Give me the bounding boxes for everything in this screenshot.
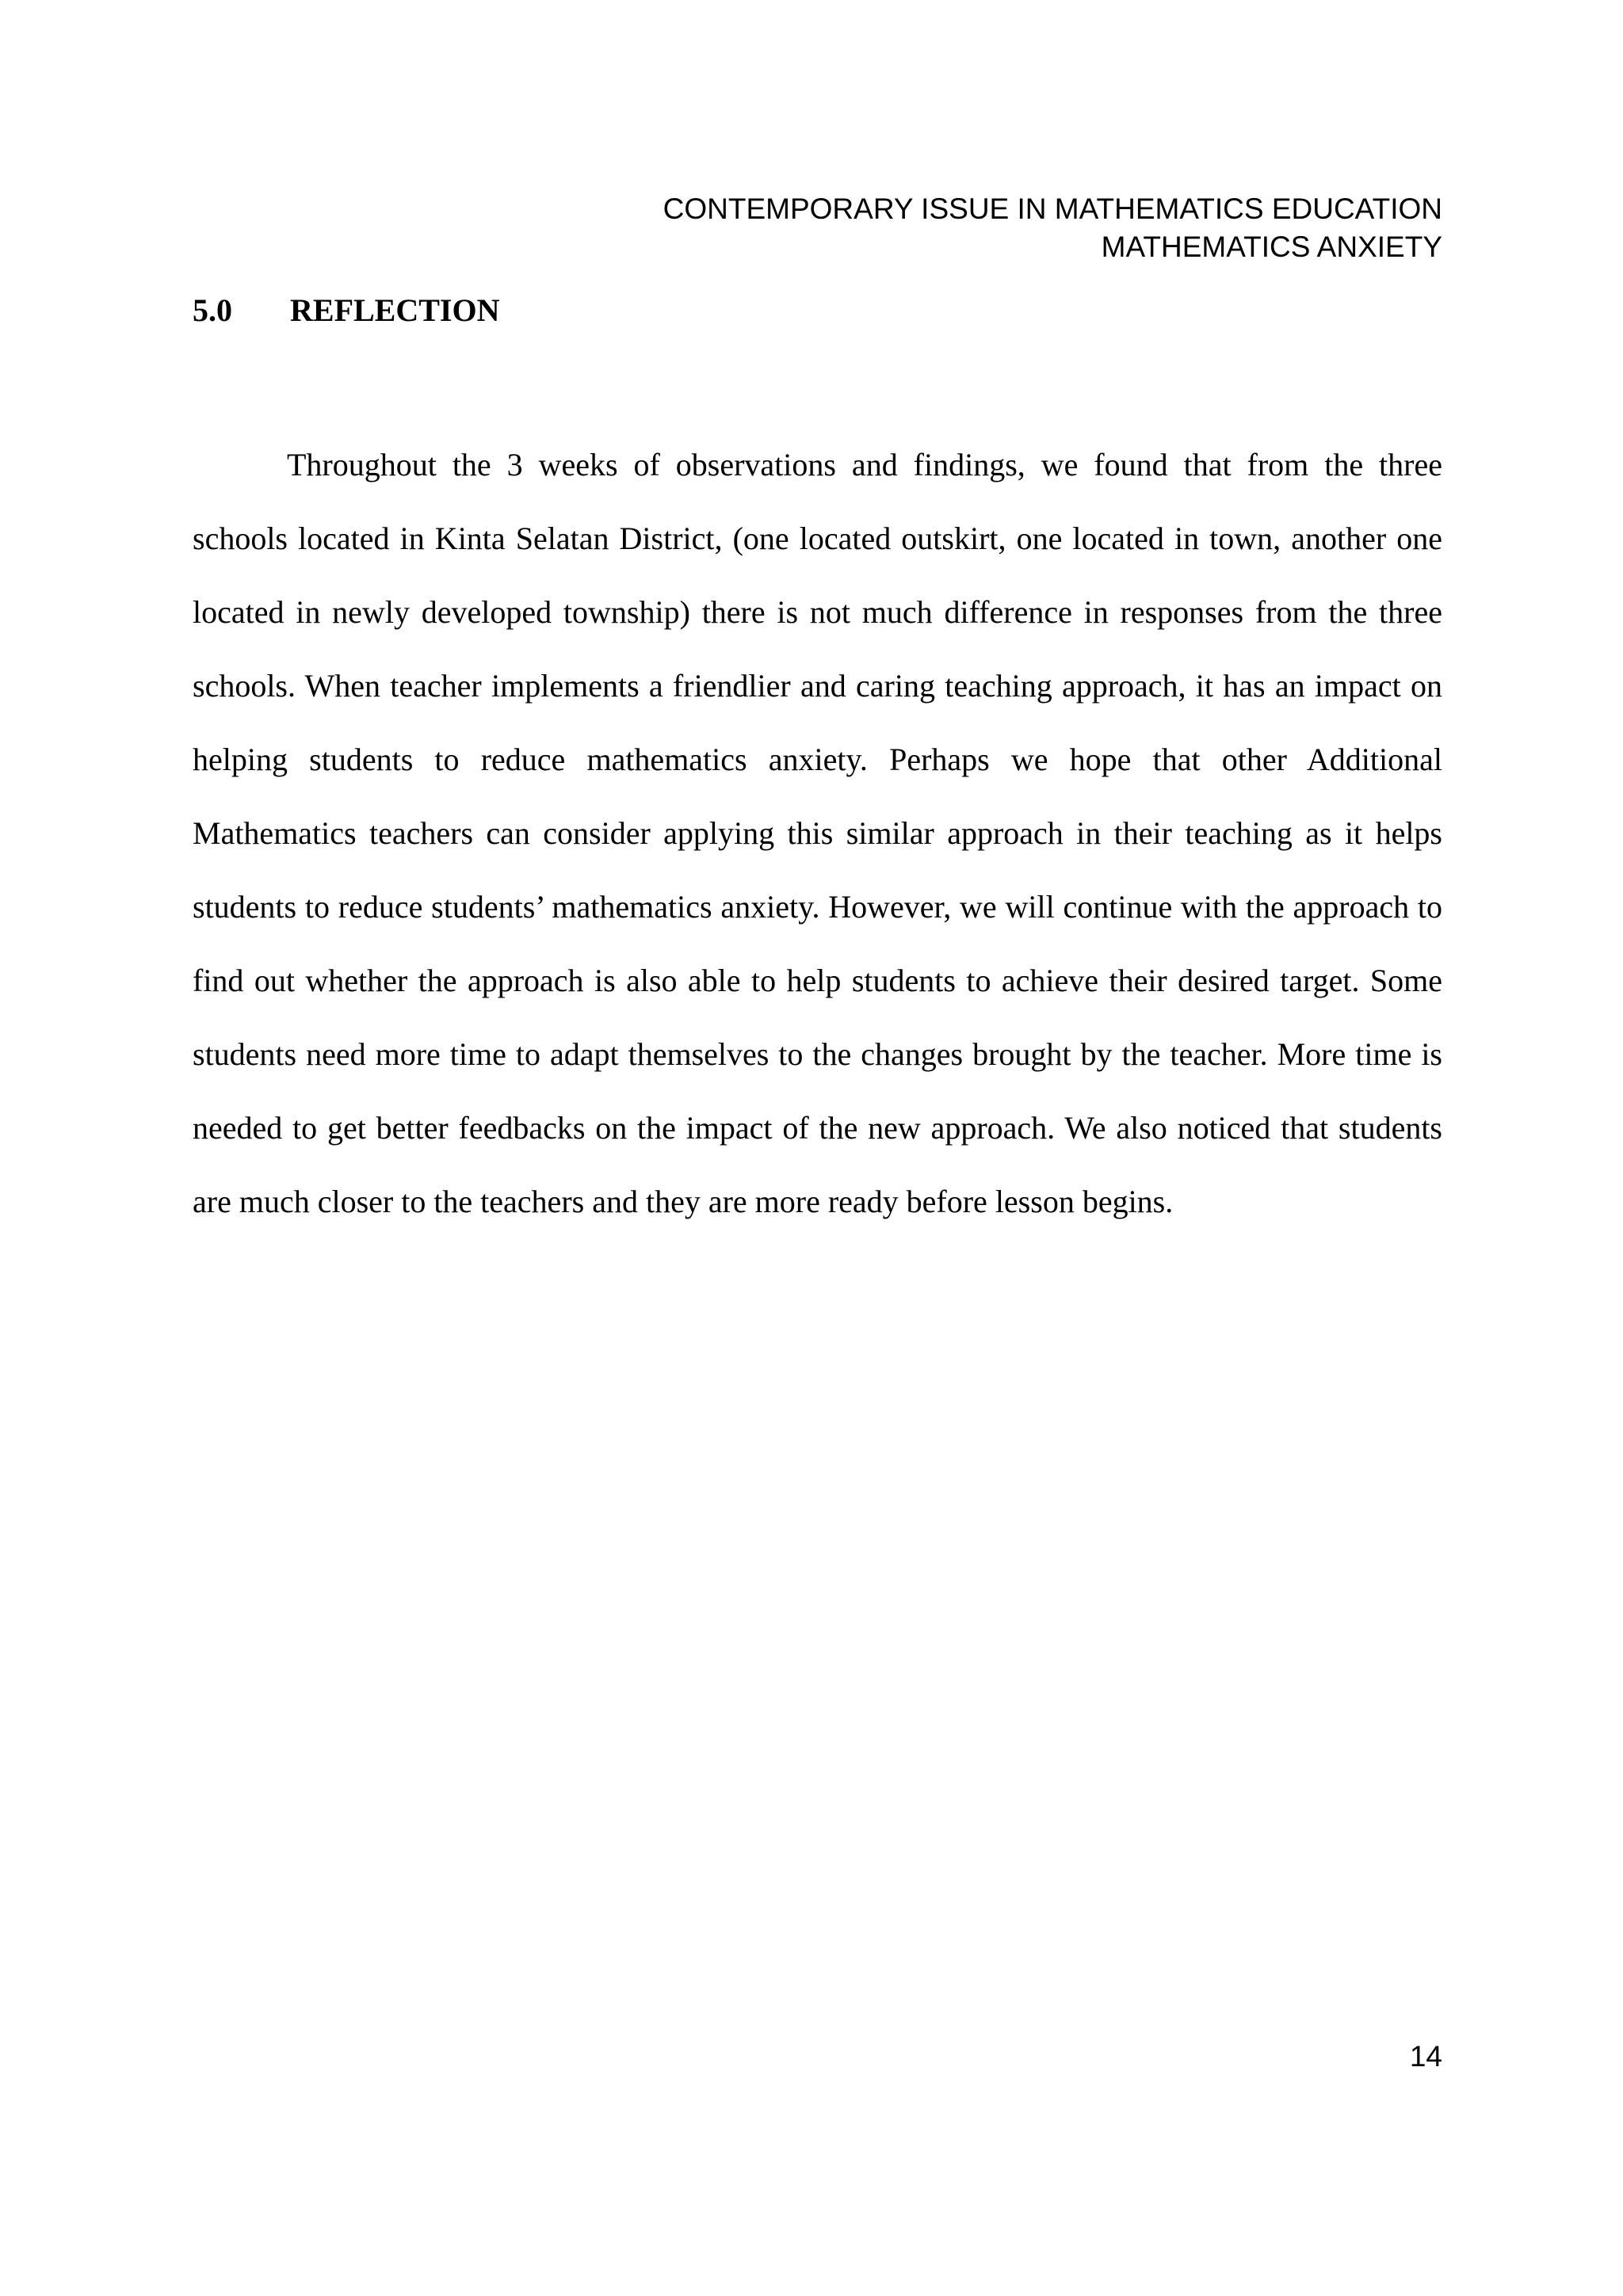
header-line-2: MATHEMATICS ANXIETY (1101, 231, 1442, 263)
section-title: REFLECTION (290, 292, 500, 328)
header-line-1: CONTEMPORARY ISSUE IN MATHEMATICS EDUCATION (663, 193, 1442, 225)
section-number: 5.0 (193, 292, 232, 328)
body-paragraph: Throughout the 3 weeks of observations and findings, we found that from the three schools located in Kinta Selatan District, (one located outskirt, one located in town, another one located in newly developed township) there is not much difference in responses from the three schools. When teacher implements a friendlier and caring teaching approach, it has an impact on helping students to reduce mathematics anxiety. Perhaps we hope that other Additional Mathematics teachers can consider applying this similar approach in their teaching as it helps students to reduce students’ mathematics anxiety. However, we will continue with the approach to find out whether the approach is also able to help students to achieve their desired target. Some students need more time to adapt themselves to the changes brought by the teacher. More time is needed to get better feedbacks on the impact of the new approach. We also noticed that students are much closer to the teachers and they are more ready before lesson begins. (193, 447, 1442, 1219)
page-number: 14 (1409, 2040, 1442, 2073)
section-heading (193, 290, 500, 331)
running-header (412, 190, 1442, 266)
